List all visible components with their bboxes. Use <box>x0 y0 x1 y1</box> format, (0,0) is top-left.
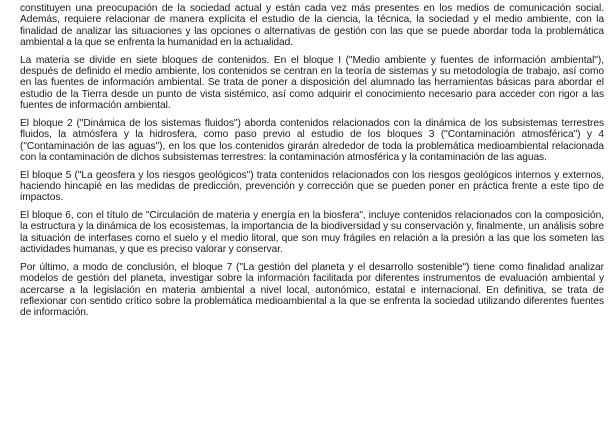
paragraph-bloque-5: El bloque 5 ("La geosfera y los riesgos geológicos") trata contenidos relacionados con los riesgos geológicos internos y externos, haciendo hincapié en las medidas de predicción, prevención y corrección que se pueden poner en práctica frente a este tipo de impactos. <box>20 169 604 204</box>
paragraph-bloque-6: El bloque 6, con el título de "Circulación de materia y energía en la biosfera", incluye contenidos relacionados con la composición, la estructura y la dinámica de los ecosistemas, la importancia de la biodiversidad y su conservación y, finalmente, un análisis sobre la situación de interfases como el suelo y el medio litoral, que son muy frágiles en relación a la presión a las que los someten las actividades humanas, y que es preciso valorar y conservar. <box>20 210 604 256</box>
paragraph-intro-continuation: constituyen una preocupación de la sociedad actual y están cada vez más presentes en los medios de comunicación social. Además, requiere relacionar de manera explícita el estudio de la ciencia, la técnica, la sociedad y el medio ambiente, con la finalidad de analizar las situaciones y las opciones o alternativas de gestión con las que se puede abordar toda la problemática ambiental a la que se enfrenta la humanidad en la actualidad. <box>20 3 604 49</box>
paragraph-bloque-7: Por último, a modo de conclusión, el bloque 7 ("La gestión del planeta y el desarrollo sostenible") tiene como finalidad analizar modelos de gestión del planeta, investigar sobre la información facilitada por diferentes instrumentos de evaluación ambiental y acercarse a la legislación en materia ambiental a nivel local, autonómico, estatal e internacional. En definitiva, se trata de reflexionar con sentido crítico sobre la problemática medioambiental a la que se enfrenta la sociedad utilizando diferentes fuentes de información. <box>20 261 604 319</box>
paragraph-bloques-2-3-4: El bloque 2 ("Dinámica de los sistemas fluidos") aborda contenidos relacionados con la dinámica de los subsistemas terrestres fluidos, la atmósfera y la hidrosfera, como paso previo al estudio de los bloques 3 ("Contaminación atmosférica") y 4 ("Contaminación de las aguas"), en los que los contenidos girarán alrededor de toda la problemática medioambiental relacionada con la contaminación de dichos subsistemas terrestres: la contaminación atmosférica y la contaminación de las aguas. <box>20 117 604 163</box>
document-body <box>20 3 604 319</box>
paragraph-bloque-1: La materia se divide en siete bloques de contenidos. En el bloque I ("Medio ambiente y fuentes de información ambiental"), después de definido el medio ambiente, los contenidos se centran en la teoría de sistemas y su metodología de trabajo, así como en las fuentes de información ambiental. Se trata de poner a disposición del alumnado las herramientas básicas para abordar el estudio de la Tierra desde un punto de vista sistémico, así como adquirir el conocimiento necesario para acceder con rigor a las fuentes de información ambiental. <box>20 54 604 112</box>
